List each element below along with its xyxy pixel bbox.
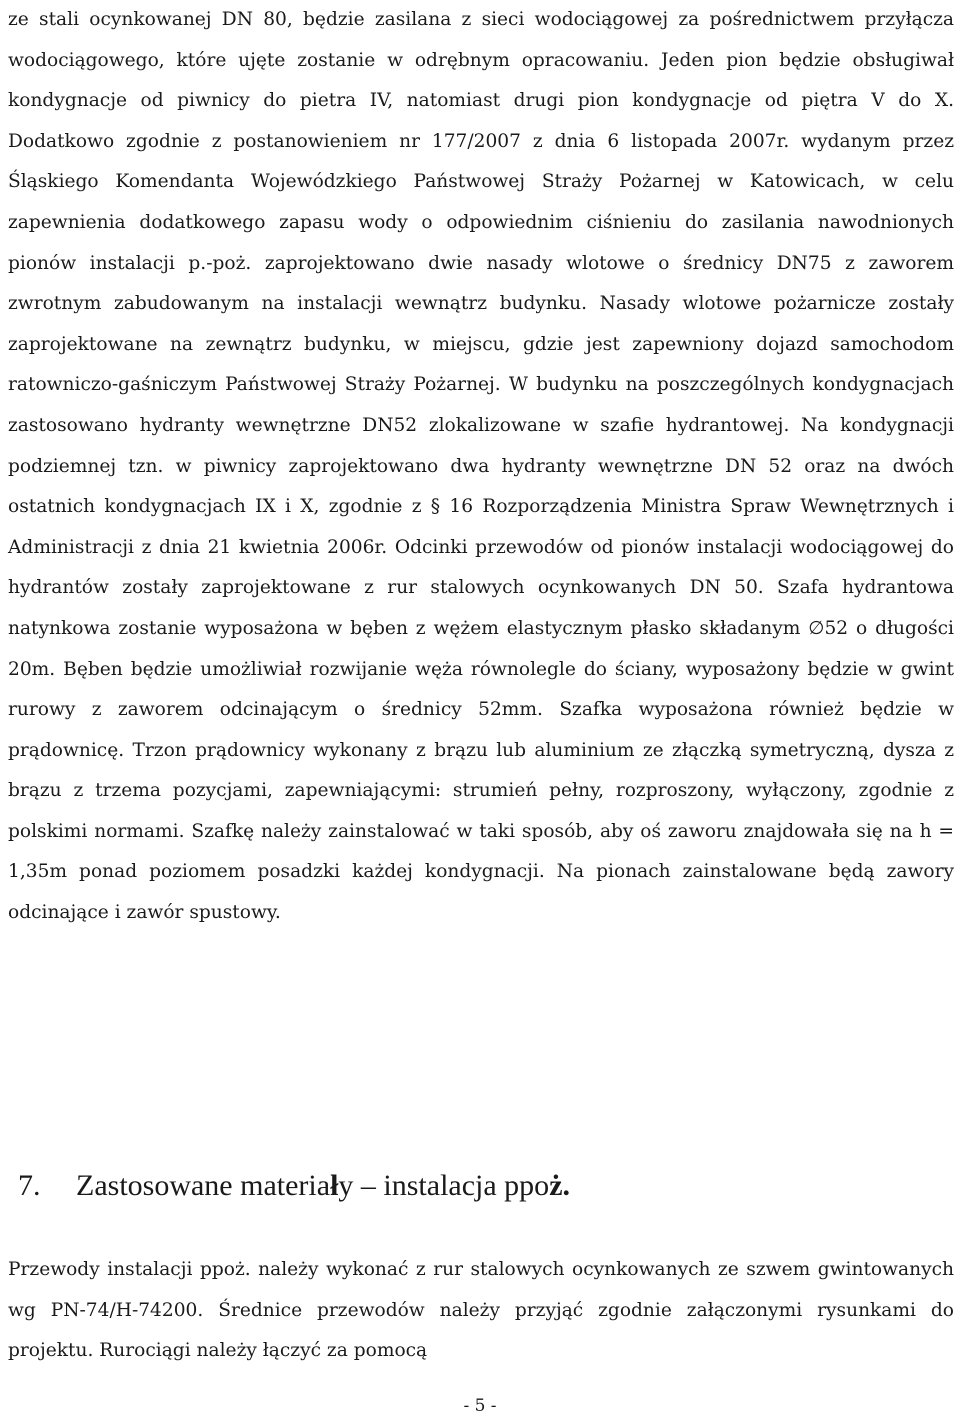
page-number: - 5 - bbox=[463, 1396, 497, 1416]
section-heading bbox=[18, 1166, 570, 1206]
section-title-part: ł bbox=[330, 1169, 339, 1202]
section-title-part: Zastosowane materia bbox=[76, 1169, 331, 1202]
section-title-part: y – instalacja ppo bbox=[338, 1169, 550, 1202]
section-title-part: . bbox=[562, 1169, 571, 1202]
section-number: 7. bbox=[18, 1169, 41, 1202]
section-title-part: ż bbox=[549, 1169, 563, 1202]
document-page bbox=[8, 0, 954, 1362]
body-paragraph: ze stali ocynkowanej DN 80, będzie zasilana z sieci wodociągowej za pośrednictwem przyłącza wodociągowego, które ujęte zostanie w odrębnym opracowaniu. Jeden pion będzie obsługiwał kondygnacje od piwnicy do pietra IV, natomiast drugi pion kondygnacje od piętra V do X. Dodatkowo zgodnie z postanowieniem nr 177/2007 z dnia 6 listopada 2007r. wydanym przez Śląskiego Komendanta Wojewódzkiego Państwowej Straży Pożarnej w Katowicach, w celu zapewnienia dodatkowego zapasu wody o odpowiednim ciśnieniu do zasilania nawodnionych pionów instalacji p.-poż. zaprojektowano dwie nasady wlotowe o średnicy DN75 z zaworem zwrotnym zabudowanym na instalacji wewnątrz budynku. Nasady wlotowe pożarnicze zostały zaprojektowane na zewnątrz budynku, w miejscu, gdzie jest zapewniony dojazd samochodom ratowniczo-gaśniczym Państwowej Straży Pożarnej. W budynku na poszczególnych kondygnacjach zastosowano hydranty wewnętrzne DN52 zlokalizowane w szafie hydrantowej. Na kondygnacji podziemnej tzn. w piwnicy zaprojektowano dwa hydranty wewnętrzne DN 52 oraz na dwóch ostatnich kondygnacjach IX i X, zgodnie z § 16 Rozporządzenia Ministra Spraw Wewnętrznych i Administracji z dnia 21 kwietnia 2006r. Odcinki przewodów od pionów instalacji wodociągowej do hydrantów zostały zaprojektowane z rur stalowych ocynkowanych DN 50. Szafa hydrantowa natynkowa zostanie wyposażona w bęben z wężem elastycznym płasko składanym ∅52 o długości 20m. Bęben będzie umożliwiał rozwijanie węża równolegle do ściany, wyposażony będzie w gwint rurowy z zaworem odcinającym o średnicy 52mm. Szafka wyposażona również będzie w prądownicę. Trzon prądownicy wykonany z brązu lub aluminium ze złączką symetryczną, dysza z brązu z trzema pozycjami, zapewniającymi: strumień pełny, rozproszony, wyłączony, zgodnie z polskimi normami. Szafkę należy zainstalować w taki sposób, aby oś zaworu znajdowała się na h = 1,35m ponad poziomem posadzki każdej kondygnacji. Na pionach zainstalowane będą zawory odcinające i zawór spustowy. bbox=[8, 9, 954, 924]
body-paragraph: Przewody instalacji ppoż. należy wykonać z rur stalowych ocynkowanych ze szwem gwintowanych wg PN-74/H-74200. Średnice przewodów należy przyjąć zgodnie załączonymi rysunkami do projektu. Rurociągi należy łączyć za pomocą bbox=[8, 1259, 954, 1362]
